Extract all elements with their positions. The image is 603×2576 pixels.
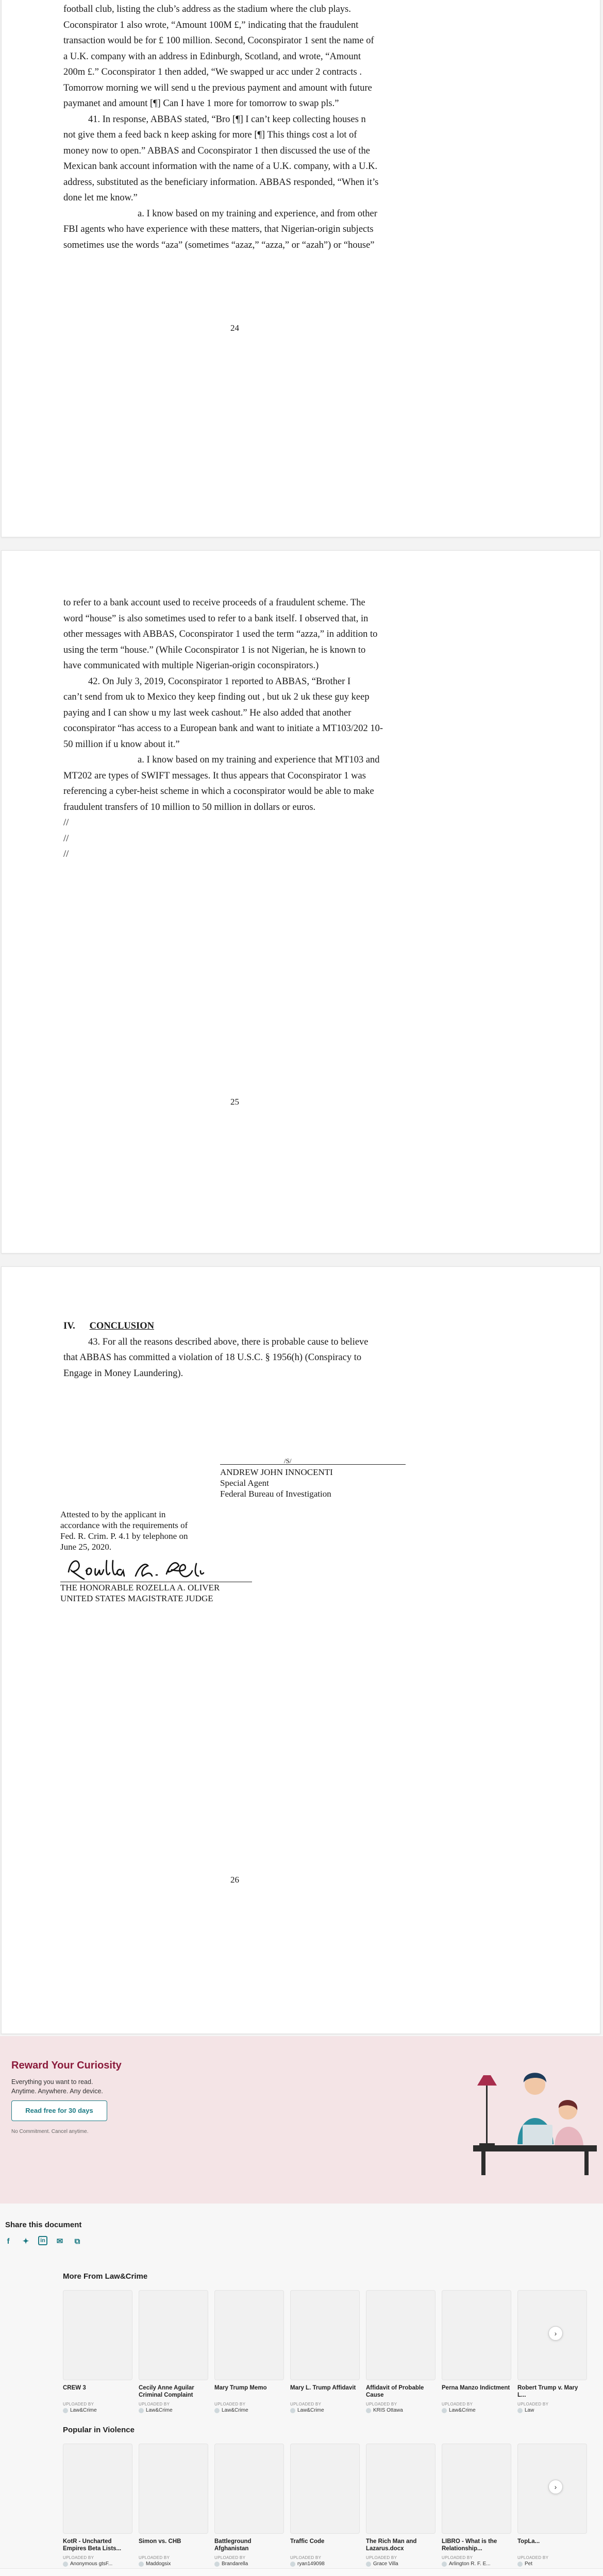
uploader-avatar [290, 2408, 295, 2413]
document-card[interactable] [214, 2444, 284, 2567]
paragraph-41-line: 41. In response, ABBAS stated, “Bro [¶] I can’t keep collecting houses n [88, 114, 366, 125]
document-thumbnail[interactable] [290, 2444, 360, 2534]
document-thumbnail[interactable] [63, 2290, 132, 2380]
text-line: address, substituted as the beneficiary information. ABBAS responded, “When it’s [63, 177, 379, 188]
uploaded-by-label: UPLOADED BY [517, 2555, 549, 2560]
text-line: not give them a feed back n keep asking for more [¶] This things cost a lot of [63, 130, 357, 140]
page-25-text [63, 595, 409, 862]
paragraph-42-line: 42. On July 3, 2019, Coconspirator 1 reported to ABBAS, “Brother I [88, 676, 351, 687]
uploader-avatar [517, 2562, 523, 2567]
attest-line: Attested to by the applicant in [60, 1510, 166, 1519]
document-thumbnail[interactable] [139, 2444, 208, 2534]
uploader-name: Maddogsix [146, 2561, 171, 2567]
page-number: 24 [230, 323, 239, 333]
uploader-avatar [366, 2408, 371, 2413]
document-card[interactable] [517, 2290, 587, 2413]
uploader-name: Arlington R. F. E... [449, 2561, 491, 2567]
text-line: paying and I can show u my last week cashout.” He also added that another [63, 707, 351, 718]
document-thumbnail[interactable] [63, 2444, 132, 2534]
text-line: transaction would be for £ 100 million. Second, Coconspirator 1 sent the name of [63, 36, 374, 46]
text-line: Engage in Money Laundering). [63, 1368, 183, 1379]
text-line: money now to open.” ABBAS and Coconspirator 1 then discussed the use of the [63, 145, 370, 156]
text-line: referencing a cyber-heist scheme in which a coconspirator would be able to make [63, 786, 374, 796]
document-card[interactable] [442, 2444, 511, 2567]
site-footer [0, 2568, 603, 2576]
signature-mark: /S/ [284, 1457, 292, 1465]
document-card[interactable] [366, 2290, 435, 2413]
slash-line: // [63, 818, 69, 828]
text-line: MT202 are types of SWIFT messages. It thus appears that Coconspirator 1 was [63, 770, 366, 781]
heading-number: IV. [63, 1321, 75, 1331]
uploaded-by-label: UPLOADED BY [139, 2402, 170, 2406]
uploaded-by-label: UPLOADED BY [214, 2555, 246, 2560]
document-thumbnail[interactable] [442, 2290, 511, 2380]
text-line: paymanet and amount [¶] Can I have 1 more for tomorrow to swap pls.” [63, 98, 339, 109]
uploader-name: Brandarella [222, 2561, 248, 2567]
uploaded-by-label: UPLOADED BY [442, 2402, 473, 2406]
uploader-name: Pet [525, 2561, 533, 2567]
promo-title: Reward Your Curiosity [11, 2060, 122, 2071]
twitter-icon[interactable]: ✦ [22, 2237, 29, 2246]
text-line: other messages with ABBAS, Coconspirator 1 used the term “azza,” in addition to [63, 629, 378, 639]
text-line: to refer to a bank account used to receive proceeds of a fraudulent scheme. The [63, 598, 365, 608]
document-card[interactable] [139, 2290, 208, 2413]
uploader-avatar [517, 2408, 523, 2413]
uploader[interactable] [517, 2561, 587, 2567]
document-title[interactable]: Traffic Code [290, 2538, 325, 2545]
carousel-next-button[interactable] [548, 2326, 563, 2341]
text-line: a U.K. company with an address in Edinburgh, Scotland, and wrote, “Amount [63, 51, 361, 62]
text-line: 200m £.” Coconspirator 1 then added, “We swapped ur acc under 2 contracts . [63, 67, 362, 77]
text-line: 50 million if u know about it.” [63, 739, 180, 750]
uploader[interactable] [290, 2408, 360, 2413]
document-card[interactable] [63, 2290, 132, 2413]
share-title: Share this document [5, 2221, 82, 2229]
judge-title: UNITED STATES MAGISTRATE JUDGE [60, 1594, 213, 1603]
uploader-name: Anonymous gtsF... [70, 2561, 113, 2567]
uploader-name: Law [525, 2408, 534, 2413]
document-thumbnail[interactable] [290, 2290, 360, 2380]
uploader-avatar [366, 2562, 371, 2567]
text-line: using the term “house.” (While Coconspirator 1 is not Nigerian, he is known to [63, 645, 366, 655]
uploader[interactable] [63, 2408, 132, 2413]
text-line: fraudulent transfers of 10 million to 50 million in dollars or euros. [63, 802, 316, 812]
document-card[interactable] [442, 2290, 511, 2413]
document-title[interactable]: LIBRO - What is the Relationship... [442, 2538, 497, 2552]
uploader-avatar [139, 2408, 144, 2413]
agent-organization: Federal Bureau of Investigation [220, 1489, 331, 1499]
text-line: football club, listing the club’s address as the stadium where the club plays. [63, 4, 351, 14]
uploader-name: Grace Villa [373, 2561, 398, 2567]
uploader[interactable] [290, 2561, 360, 2567]
paragraph-43-line: 43. For all the reasons described above, there is probable cause to believe [88, 1336, 368, 1347]
uploader-name: Law&Crime [222, 2408, 248, 2413]
uploaded-by-label: UPLOADED BY [214, 2402, 246, 2406]
document-card[interactable] [290, 2444, 360, 2567]
uploader[interactable] [63, 2561, 132, 2567]
document-title[interactable]: TopLa... [517, 2538, 540, 2545]
uploader[interactable] [139, 2561, 208, 2567]
uploader-avatar [63, 2408, 68, 2413]
uploader-name: Law&Crime [146, 2408, 173, 2413]
paragraph-a-line: a. I know based on my training and experience that MT103 and [138, 755, 380, 765]
signature-line [220, 1464, 406, 1465]
uploaded-by-label: UPLOADED BY [63, 2402, 94, 2406]
judge-signature-block [60, 1582, 220, 1604]
copy-link-icon[interactable]: ⧉ [74, 2236, 80, 2246]
more-from-carousel [63, 2290, 603, 2413]
document-thumbnail[interactable] [366, 2444, 435, 2534]
uploader[interactable] [214, 2408, 284, 2413]
paragraph-a-line: a. I know based on my training and experience, and from other [138, 208, 377, 219]
uploader-name: ryan149098 [297, 2561, 325, 2567]
document-thumbnail[interactable] [442, 2444, 511, 2534]
uploader-avatar [139, 2562, 144, 2567]
promo-note: No Commitment. Cancel anytime. [11, 2129, 89, 2134]
uploaded-by-label: UPLOADED BY [366, 2555, 397, 2560]
uploader[interactable] [442, 2408, 511, 2413]
document-title[interactable]: KotR - Uncharted Empires Beta Lists... [63, 2538, 122, 2552]
share-icons [3, 2236, 82, 2246]
facebook-icon[interactable]: f [7, 2236, 10, 2246]
uploaded-by-label: UPLOADED BY [63, 2555, 94, 2560]
section-heading [63, 1318, 409, 1334]
uploaded-by-label: UPLOADED BY [517, 2402, 549, 2406]
attestation-block [60, 1509, 188, 1552]
document-title[interactable]: The Rich Man and Lazarus.docx [366, 2538, 417, 2552]
uploader-name: Law&Crime [449, 2408, 476, 2413]
text-line: Tomorrow morning we will send u the previous payment and amount with future [63, 82, 372, 93]
text-line: Coconspirator 1 also wrote, “Amount 100M £,” indicating that the fraudulent [63, 20, 359, 30]
popular-carousel [63, 2444, 603, 2567]
uploader-avatar [290, 2562, 295, 2567]
document-title[interactable]: Mary L. Trump Affidavit [290, 2385, 356, 2391]
uploaded-by-label: UPLOADED BY [139, 2555, 170, 2560]
document-card[interactable] [366, 2444, 435, 2567]
more-from-section [63, 2272, 603, 2413]
page-number: 25 [230, 1097, 239, 1107]
uploader-avatar [442, 2562, 447, 2567]
uploader-avatar [214, 2562, 220, 2567]
read-free-button[interactable]: Read free for 30 days [11, 2100, 107, 2121]
uploader-name: Law&Crime [70, 2408, 97, 2413]
chevron-right-icon: › [554, 2329, 557, 2337]
document-thumbnail[interactable] [366, 2290, 435, 2380]
uploader[interactable] [517, 2408, 587, 2413]
carousel-next-button[interactable] [548, 2480, 563, 2494]
email-icon[interactable]: ✉ [56, 2237, 63, 2246]
uploader[interactable] [442, 2561, 511, 2567]
document-title[interactable]: Cecily Anne Aguilar Criminal Complaint [139, 2385, 194, 2398]
uploader[interactable] [139, 2408, 208, 2413]
document-card[interactable] [290, 2290, 360, 2413]
linkedin-icon[interactable]: in [38, 2236, 47, 2245]
uploaded-by-label: UPLOADED BY [442, 2555, 473, 2560]
section-title: More From Law&Crime [63, 2272, 148, 2281]
heading-title: CONCLUSION [89, 1321, 154, 1331]
text-line: sometimes use the words “aza” (sometimes “azaz,” “azza,” or “azah”) or “house” [63, 240, 375, 250]
popular-section [63, 2426, 603, 2567]
text-line: Mexican bank account information with the name of a U.K. company, with a U.K. [63, 161, 378, 172]
uploader-avatar [214, 2408, 220, 2413]
document-card[interactable] [214, 2290, 284, 2413]
document-title[interactable]: Perna Manzo Indictment [442, 2385, 510, 2391]
document-page-25 [1, 550, 600, 1253]
slash-line: // [63, 849, 69, 859]
page-number: 26 [230, 1875, 239, 1885]
promo-subtitle [11, 2077, 166, 2096]
text-line: that ABBAS has committed a violation of 18 U.S.C. § 1956(h) (Conspiracy to [63, 1352, 362, 1363]
attest-line: Fed. R. Crim. P. 4.1 by telephone on [60, 1531, 188, 1541]
document-thumbnail[interactable] [214, 2444, 284, 2534]
judge-handwritten-signature [65, 1555, 243, 1582]
text-line: have communicated with multiple Nigerian-origin coconspirators.) [63, 660, 319, 671]
document-card[interactable] [139, 2444, 208, 2567]
document-page-24 [1, 0, 600, 537]
uploaded-by-label: UPLOADED BY [290, 2402, 322, 2406]
document-page-26 [1, 1266, 600, 2034]
promo-subtitle-line: Anytime. Anywhere. Any device. [11, 2088, 103, 2095]
agent-name: ANDREW JOHN INNOCENTI [220, 1467, 333, 1477]
document-card[interactable] [517, 2444, 587, 2567]
uploaded-by-label: UPLOADED BY [290, 2555, 322, 2560]
page-26-text [63, 1318, 409, 1381]
document-title[interactable]: Robert Trump v. Mary L... [517, 2385, 578, 2398]
document-title[interactable]: Affidavit of Probable Cause [366, 2385, 424, 2398]
chevron-right-icon: › [554, 2483, 557, 2491]
agent-title: Special Agent [220, 1478, 269, 1488]
reading-illustration [473, 2067, 597, 2175]
uploader[interactable] [366, 2561, 435, 2567]
agent-signature-block [220, 1467, 333, 1499]
uploader[interactable] [214, 2561, 284, 2567]
document-title[interactable]: CREW 3 [63, 2385, 86, 2391]
judge-name: THE HONORABLE ROZELLA A. OLIVER [60, 1583, 220, 1592]
document-card[interactable] [63, 2444, 132, 2567]
text-line: coconspirator “has access to a European bank and want to initiate a MT103/202 10- [63, 723, 383, 734]
uploader-avatar [63, 2562, 68, 2567]
text-line: done let me know.” [63, 193, 138, 203]
attest-line: accordance with the requirements of [60, 1520, 188, 1530]
document-thumbnail[interactable] [139, 2290, 208, 2380]
text-line: FBI agents who have experience with these matters, that Nigerian-origin subjects [63, 224, 374, 234]
uploaded-by-label: UPLOADED BY [366, 2402, 397, 2406]
uploader-avatar [442, 2408, 447, 2413]
text-line: can’t send from uk to Mexico they keep finding out , but uk 2 uk these guy keep [63, 692, 370, 702]
uploader[interactable] [366, 2408, 435, 2413]
page-24-text [63, 2, 409, 253]
uploader-name: Law&Crime [297, 2408, 324, 2413]
attest-line: June 25, 2020. [60, 1542, 112, 1552]
document-thumbnail[interactable] [214, 2290, 284, 2380]
document-title[interactable]: Simon vs. CHB [139, 2538, 181, 2545]
uploader-name: KRIS Ottawa [373, 2408, 403, 2413]
text-line: word “house” is also sometimes used to refer to a bank itself. I observed that, in [63, 613, 368, 624]
slash-line: // [63, 833, 69, 844]
document-title[interactable]: Battleground Afghanistan [214, 2538, 252, 2552]
section-title: Popular in Violence [63, 2426, 135, 2434]
promo-banner [0, 2036, 603, 2204]
document-title[interactable]: Mary Trump Memo [214, 2385, 267, 2391]
promo-subtitle-line: Everything you want to read. [11, 2078, 93, 2086]
